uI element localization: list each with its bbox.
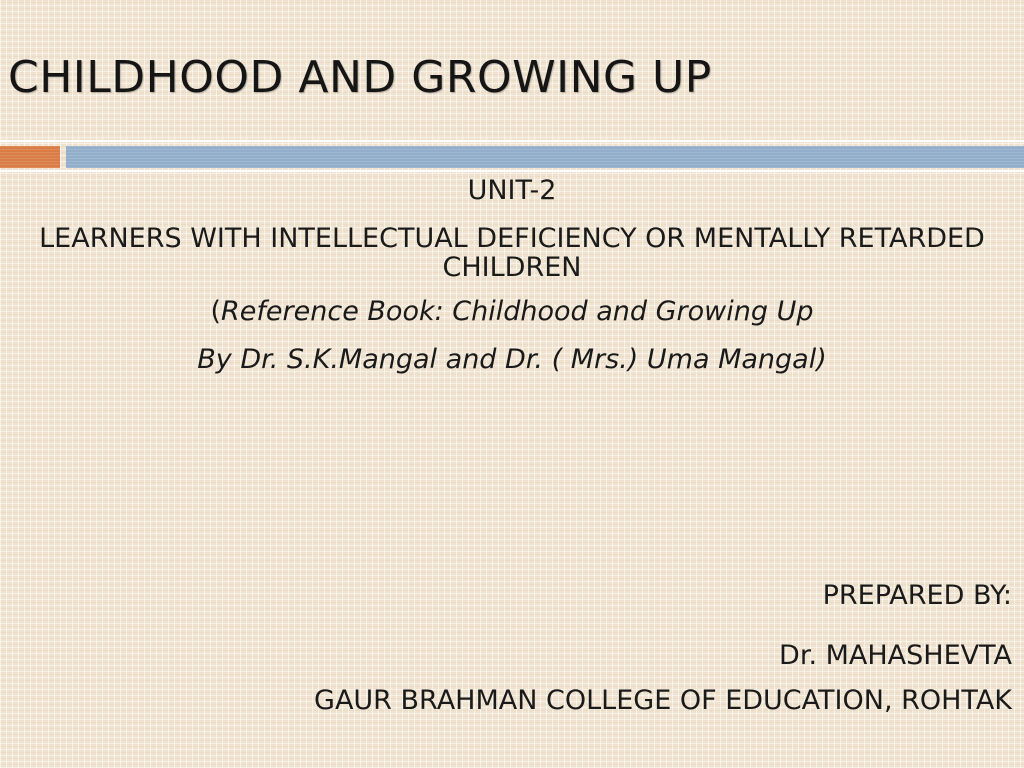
divider-orange-bar — [0, 146, 60, 168]
reference-line-1 — [0, 297, 1024, 327]
reference-open-paren: ( — [210, 296, 222, 328]
reference-line-2: By Dr. S.K.Mangal and Dr. ( Mrs.) Uma Mangal) — [197, 343, 827, 375]
title-divider — [0, 140, 1024, 174]
divider-line-bottom — [0, 170, 1024, 172]
divider-line-top — [0, 140, 1024, 142]
author-name: Dr. MAHASHEVTA — [779, 640, 1012, 671]
unit-label: UNIT-2 — [467, 175, 557, 206]
subject-heading: LEARNERS WITH INTELLECTUAL DEFICIENCY OR MENTALLY RETARDED CHILDREN — [39, 222, 985, 284]
college-name: GAUR BRAHMAN COLLEGE OF EDUCATION, ROHTAK — [314, 685, 1012, 716]
reference-book-title: Reference Book: Childhood and Growing Up — [221, 296, 814, 328]
slide-title: CHILDHOOD AND GROWING UP — [8, 52, 712, 103]
slide-body — [0, 176, 1024, 374]
divider-blue-bar — [66, 146, 1024, 168]
prepared-by-label: PREPARED BY: — [822, 580, 1012, 611]
